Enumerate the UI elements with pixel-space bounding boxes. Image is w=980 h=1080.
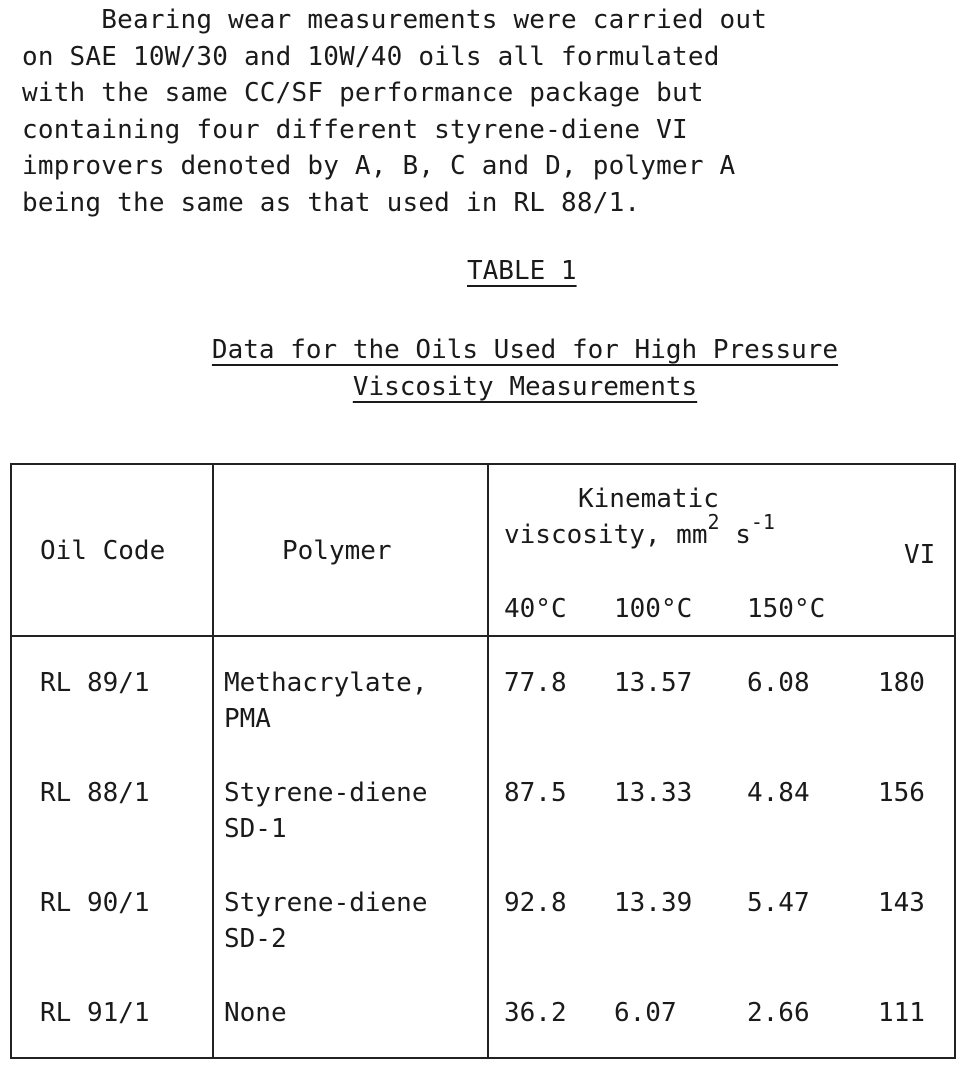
row-v150: 5.47	[747, 888, 810, 918]
row-oil-code: RL 89/1	[40, 668, 150, 698]
row-polymer: Methacrylate,	[224, 668, 428, 698]
row-v150: 6.08	[747, 668, 810, 698]
header-viscosity-unit	[504, 510, 775, 554]
row-v40: 87.5	[504, 778, 567, 808]
paragraph-line: containing four different styrene-diene VI	[22, 114, 688, 145]
header-viscosity-text: viscosity, mm	[504, 520, 708, 550]
unit-superscript-minus1: -1	[750, 510, 775, 534]
row-polymer: Styrene-diene	[224, 778, 428, 808]
row-v40: 77.8	[504, 668, 567, 698]
intro-paragraph	[22, 2, 962, 221]
row-vi: 180	[878, 668, 925, 698]
row-vi: 156	[878, 778, 925, 808]
row-v150: 4.84	[747, 778, 810, 808]
row-oil-code: RL 90/1	[40, 888, 150, 918]
caption-line-1: Data for the Oils Used for High Pressure	[211, 335, 839, 365]
row-v40: 36.2	[504, 998, 567, 1028]
row-v100: 6.07	[614, 998, 677, 1028]
row-polymer: None	[224, 998, 287, 1028]
row-polymer-abbrev: PMA	[224, 704, 271, 734]
paragraph-line: improvers denoted by A, B, C and D, polymer A	[22, 151, 736, 181]
header-40c: 40°C	[504, 594, 567, 624]
header-divider	[12, 635, 954, 637]
paragraph-line: Bearing wear measurements were carried out	[22, 5, 768, 35]
header-polymer: Polymer	[282, 536, 392, 566]
header-150c: 150°C	[747, 594, 826, 624]
header-vi: VI	[904, 540, 936, 570]
paragraph-line: being the same as that used in RL 88/1.	[22, 187, 641, 218]
row-v150: 2.66	[747, 998, 810, 1028]
row-oil-code: RL 91/1	[40, 998, 150, 1028]
row-vi: 143	[878, 888, 925, 918]
table-caption	[150, 332, 900, 406]
row-v100: 13.39	[614, 888, 693, 918]
row-v40: 92.8	[504, 888, 567, 918]
row-polymer: Styrene-diene	[224, 888, 428, 918]
header-100c: 100°C	[614, 594, 693, 624]
oil-data-table	[10, 463, 956, 1059]
header-oil-code: Oil Code	[40, 536, 166, 566]
row-v100: 13.57	[614, 668, 693, 698]
unit-superscript-2: 2	[707, 510, 720, 534]
column-divider	[212, 465, 214, 1057]
table-label: TABLE 1	[467, 256, 577, 286]
header-kinematic: Kinematic	[578, 484, 719, 514]
row-vi: 111	[878, 998, 925, 1028]
row-polymer-abbrev: SD-2	[224, 924, 287, 954]
paragraph-line: with the same CC/SF performance package but	[22, 78, 704, 108]
row-polymer-abbrev: SD-1	[224, 814, 287, 844]
caption-line-2: Viscosity Measurements	[352, 372, 698, 402]
row-oil-code: RL 88/1	[40, 778, 150, 808]
unit-seconds: s	[719, 520, 751, 550]
paragraph-line: on SAE 10W/30 and 10W/40 oils all formulated	[22, 41, 720, 72]
column-divider	[487, 465, 489, 1057]
row-v100: 13.33	[614, 778, 693, 808]
